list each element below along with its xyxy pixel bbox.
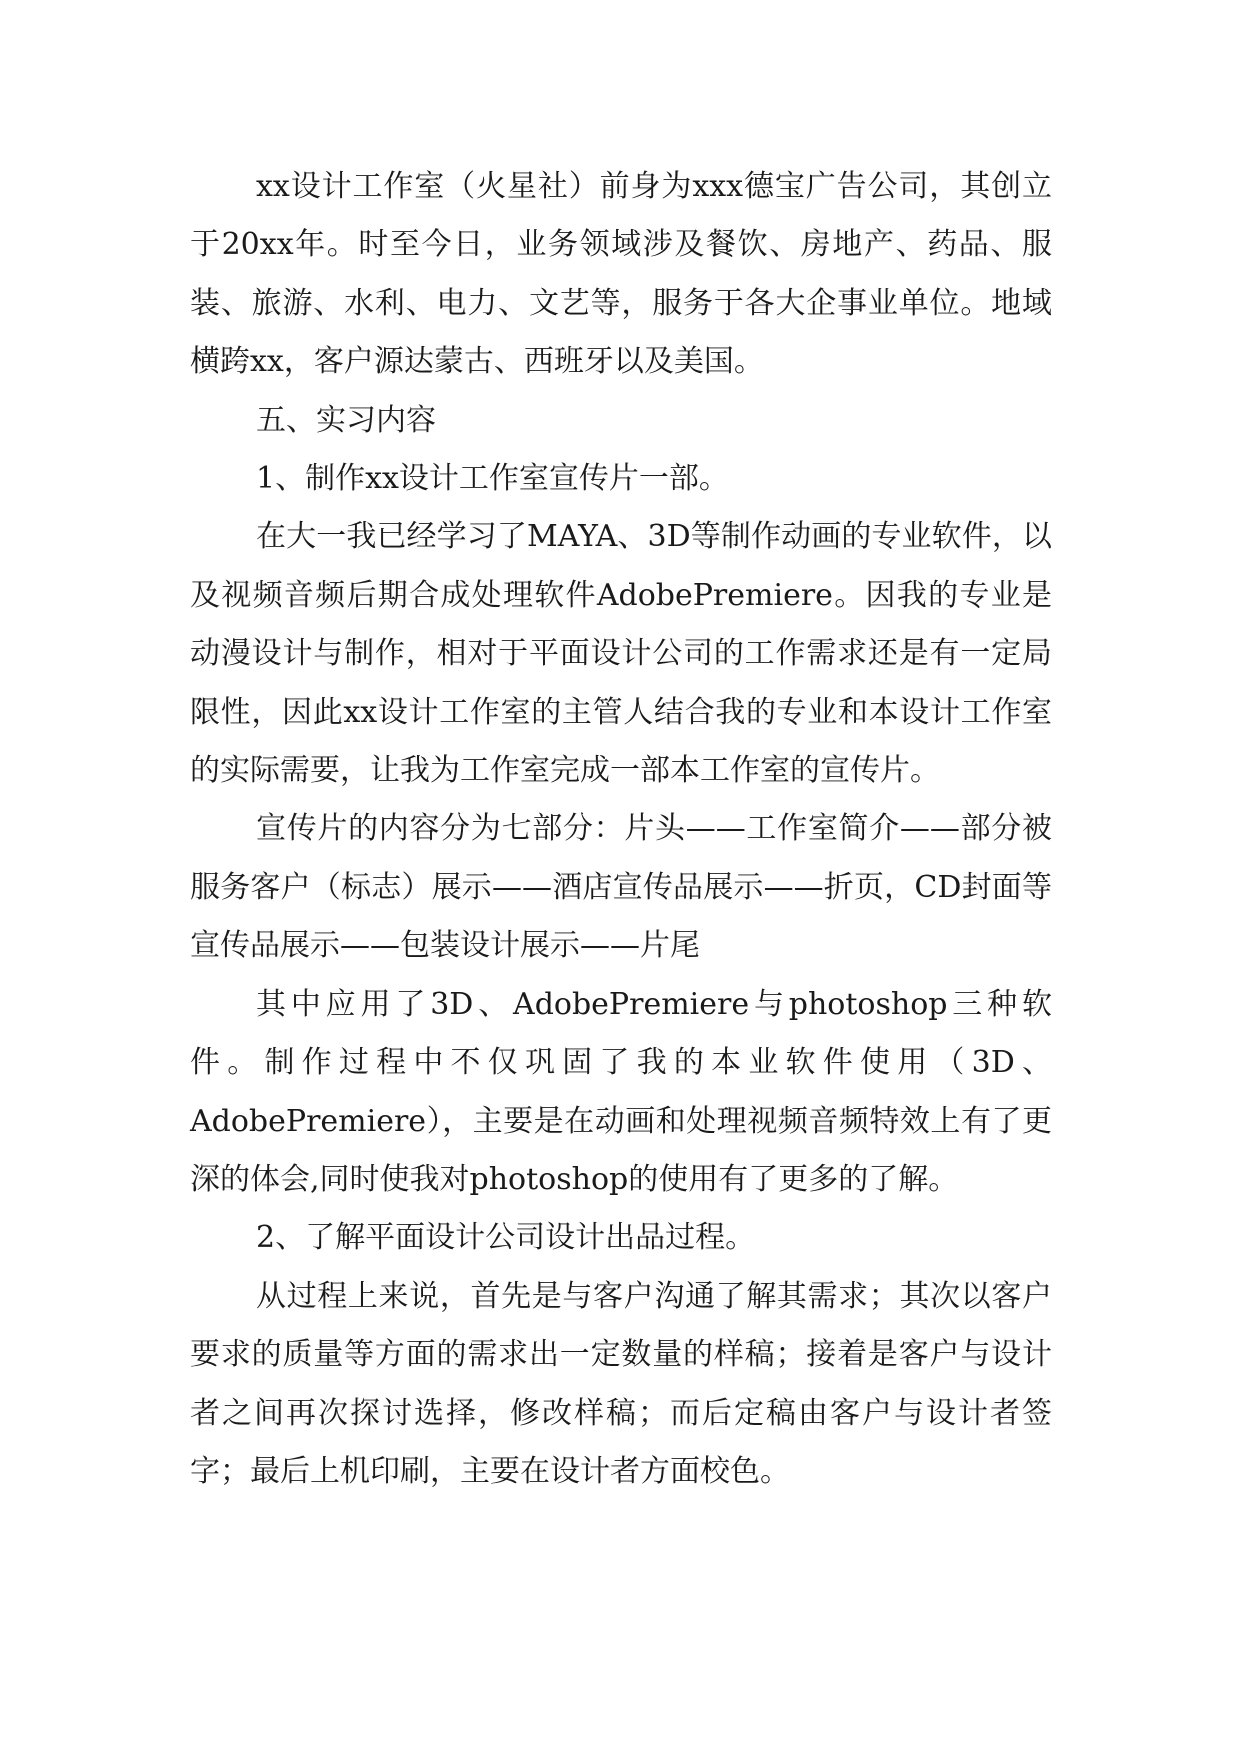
paragraph-company-intro: xx设计工作室（火星社）前身为xxx德宝广告公司，其创立于20xx年。时至今日，业务领域涉及餐饮、房地产、药品、服装、旅游、水利、电力、文艺等，服务于各大企事业单位。地域横跨xx，客户源达蒙古、西班牙以及美国。 [190,169,1052,380]
paragraph-promo-video-structure: 宣传片的内容分为七部分：片头——工作室简介——部分被服务客户（标志）展示——酒店宣传品展示——折页，CD封面等宣传品展示——包装设计展示——片尾 [190,811,1052,964]
paragraph-software-background: 在大一我已经学习了MAYA、3D等制作动画的专业软件，以及视频音频后期合成处理软件AdobePremiere。因我的专业是动漫设计与制作，相对于平面设计公司的工作需求还是有一定局限性，因此xx设计工作室的主管人结合我的专业和本设计工作室的实际需要，让我为工作室完成一部本工作室的宣传片。 [190,519,1052,789]
section-heading-internship-content: 五、实习内容 [256,402,436,438]
paragraph-software-used: 其中应用了3D、AdobePremiere与photoshop三种软件。制作过程中不仅巩固了我的本业软件使用（3D、AdobePremiere），主要是在动画和处理视频音频特效上有了更深的体会,同时使我对photoshop的使用有了更多的了解。 [190,986,1052,1197]
list-item-make-promo-video: 1、制作xx设计工作室宣传片一部。 [256,461,729,497]
paragraph-design-process-detail: 从过程上来说，首先是与客户沟通了解其需求；其次以客户要求的质量等方面的需求出一定数量的样稿；接着是客户与设计者之间再次探讨选择，修改样稿；而后定稿由客户与设计者签字；最后上机印刷，主要在设计者方面校色。 [190,1278,1052,1489]
list-item-design-process: 2、了解平面设计公司设计出品过程。 [256,1220,756,1256]
document-body [190,158,1052,1501]
